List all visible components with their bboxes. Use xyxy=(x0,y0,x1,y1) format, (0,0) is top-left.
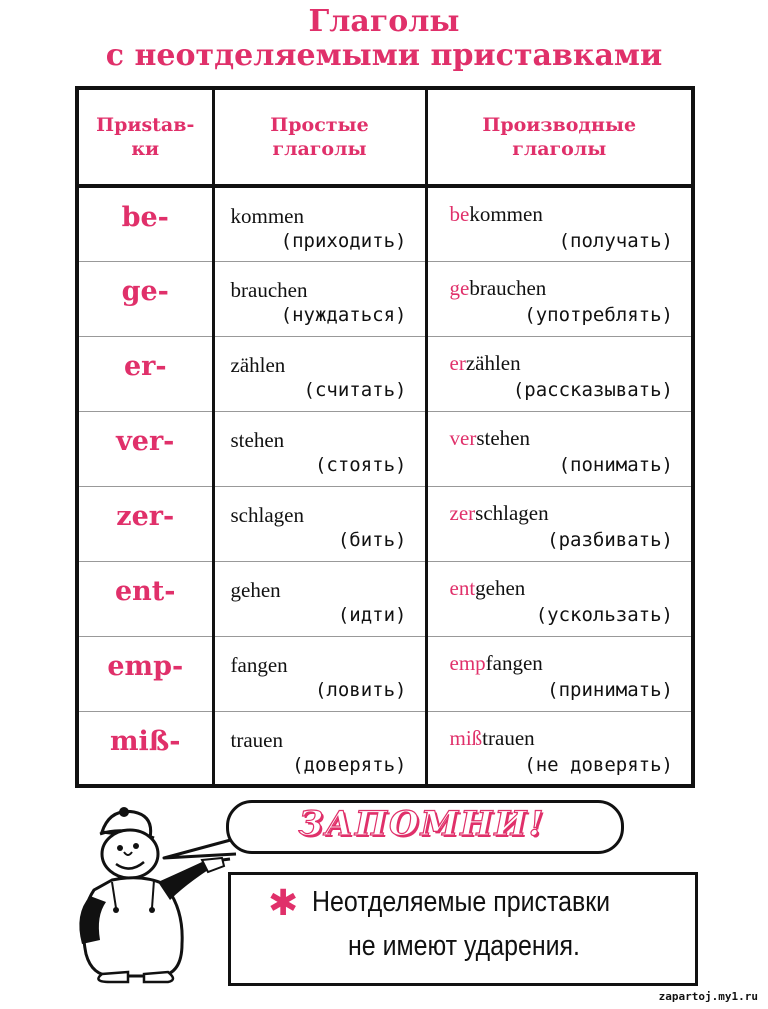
derived-verb-stem: fangen xyxy=(485,650,543,675)
derived-verb xyxy=(450,202,543,227)
simple-verb-translation: (считать) xyxy=(303,378,407,401)
prefix-label: ge- xyxy=(121,275,169,307)
prefix-label: miß- xyxy=(109,725,181,757)
derived-verb-prefix: emp xyxy=(449,650,486,675)
derived-verb-translation: (принимать) xyxy=(547,678,673,701)
simple-verb: zählen xyxy=(230,352,286,377)
asterisk-icon: ✱ xyxy=(268,883,299,924)
simple-verb-translation: (стоять) xyxy=(314,453,407,476)
derived-verb-prefix: zer xyxy=(449,500,476,525)
derived-verb-cell xyxy=(426,261,693,336)
derived-verb xyxy=(450,651,543,676)
header-simple-line1: Простые xyxy=(270,114,369,136)
derived-verb-cell xyxy=(426,411,693,486)
prefix-cell xyxy=(77,336,213,411)
prefix-cell xyxy=(77,486,213,561)
prefix-label: ver- xyxy=(116,425,175,457)
table-row xyxy=(77,711,693,786)
page-title: Глаголы xyxy=(308,4,460,39)
derived-verb-stem: trauen xyxy=(482,725,535,750)
table-header-row xyxy=(77,88,693,186)
simple-verb: schlagen xyxy=(230,502,304,527)
derived-verb-translation: (получать) xyxy=(558,230,673,252)
note-line2: не имеют ударения. xyxy=(348,930,580,962)
derived-verb-translation: (понимать) xyxy=(558,453,673,476)
simple-verb-translation: (ловить) xyxy=(314,678,407,701)
simple-verb: stehen xyxy=(230,427,285,452)
simple-verb: trauen xyxy=(230,727,283,752)
derived-verb-prefix: ge xyxy=(449,275,470,300)
simple-verb-cell xyxy=(213,636,426,711)
derived-verb-cell xyxy=(426,486,693,561)
table-row xyxy=(77,336,693,411)
derived-verb xyxy=(450,726,535,751)
prefix-label: be- xyxy=(121,202,169,233)
table-row xyxy=(77,261,693,336)
derived-verb-translation: (разбивать) xyxy=(547,528,673,551)
simple-verb: brauchen xyxy=(230,277,308,302)
table-row xyxy=(77,411,693,486)
derived-verb xyxy=(450,426,530,451)
derived-verb-cell xyxy=(426,561,693,636)
derived-verb-cell xyxy=(426,336,693,411)
prefix-cell xyxy=(77,561,213,636)
remember-label: ЗАПОМНИ! xyxy=(298,804,546,844)
simple-verb-translation: (доверять) xyxy=(292,753,407,776)
table-row xyxy=(77,186,693,261)
derived-verb-prefix: miß xyxy=(449,725,483,750)
note-line1: Неотделяемые приставки xyxy=(312,886,611,918)
header-derived-line2: глаголы xyxy=(512,138,607,160)
simple-verb-translation: (идти) xyxy=(337,603,407,626)
header-simple-verbs xyxy=(213,88,426,186)
derived-verb xyxy=(450,576,526,601)
derived-verb xyxy=(450,276,547,301)
derived-verb-prefix: er xyxy=(449,350,466,375)
simple-verb-cell xyxy=(213,486,426,561)
watermark-url: zapartoj.my1.ru xyxy=(658,990,758,1003)
derived-verb-stem: gehen xyxy=(475,575,526,600)
derived-verb-cell xyxy=(426,186,693,261)
table-row xyxy=(77,636,693,711)
prefix-label: er- xyxy=(123,350,167,382)
derived-verb-stem: brauchen xyxy=(469,275,547,300)
prefix-label: emp- xyxy=(107,650,184,682)
prefix-label: ent- xyxy=(115,575,176,607)
prefix-cell xyxy=(77,261,213,336)
derived-verb-stem: kommen xyxy=(469,202,543,226)
derived-verb-prefix: be xyxy=(449,202,470,226)
header-simple-line2: глаголы xyxy=(272,138,367,160)
simple-verb-cell xyxy=(213,711,426,786)
simple-verb-cell xyxy=(213,261,426,336)
derived-verb-cell xyxy=(426,636,693,711)
simple-verb-cell xyxy=(213,561,426,636)
header-derived-line1: Производные xyxy=(482,114,637,136)
derived-verb-stem: zählen xyxy=(465,350,521,375)
header-prefixes xyxy=(77,88,213,186)
derived-verb xyxy=(450,351,521,376)
prefix-cell xyxy=(77,411,213,486)
derived-verb-cell xyxy=(426,711,693,786)
derived-verb-translation: (ускользать) xyxy=(535,603,673,626)
derived-verb-translation: (употреблять) xyxy=(524,303,673,326)
simple-verb: kommen xyxy=(230,204,304,228)
derived-verb-prefix: ent xyxy=(449,575,476,600)
simple-verb-translation: (приходить) xyxy=(280,230,407,252)
simple-verb: gehen xyxy=(230,577,281,602)
simple-verb-translation: (нуждаться) xyxy=(280,303,407,326)
header-prefixes-line2: ки xyxy=(131,138,160,160)
prefix-label: zer- xyxy=(116,500,175,532)
simple-verb: fangen xyxy=(230,652,288,677)
prefix-cell xyxy=(77,711,213,786)
simple-verb-cell xyxy=(213,186,426,261)
mascot-illustration xyxy=(72,804,232,984)
simple-verb-cell xyxy=(213,411,426,486)
table-row xyxy=(77,486,693,561)
table-row xyxy=(77,561,693,636)
derived-verb-stem: stehen xyxy=(476,425,530,450)
header-derived-verbs xyxy=(426,88,693,186)
prefix-cell xyxy=(77,186,213,261)
simple-verb-cell xyxy=(213,336,426,411)
page-subtitle: с неотделяемыми приставками xyxy=(105,38,663,73)
simple-verb-translation: (бить) xyxy=(337,528,407,551)
prefix-cell xyxy=(77,636,213,711)
header-prefixes-line1: Приstав- xyxy=(96,114,195,136)
derived-verb-translation: (рассказывать) xyxy=(512,378,673,401)
derived-verb xyxy=(450,501,549,526)
derived-verb-stem: schlagen xyxy=(475,500,549,525)
verbs-table xyxy=(75,86,695,788)
derived-verb-translation: (не доверять) xyxy=(524,753,673,776)
derived-verb-prefix: ver xyxy=(449,425,477,450)
